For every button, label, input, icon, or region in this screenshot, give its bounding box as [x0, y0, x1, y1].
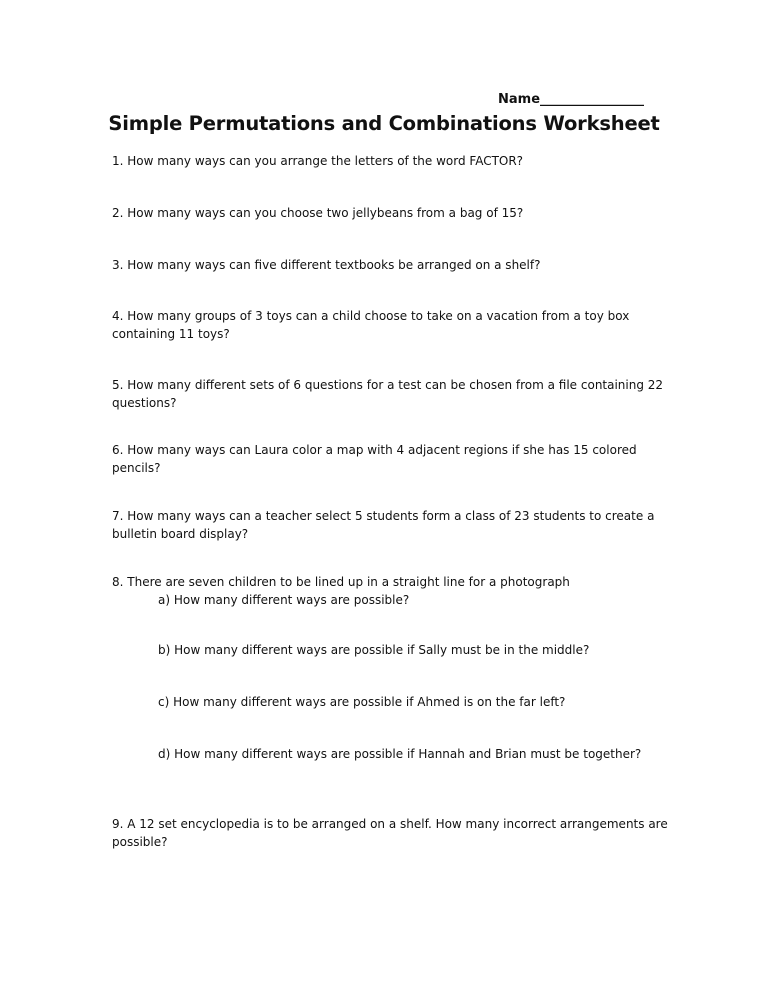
question-4-line-2: containing 11 toys?	[112, 327, 230, 341]
question-5-line-1: 5. How many different sets of 6 questions for a test can be chosen from a file containing 22	[112, 378, 664, 392]
question-7-line-2: bulletin board display?	[112, 527, 249, 541]
question-8d: d) How many different ways are possible if Hannah and Brian must be together?	[158, 747, 642, 761]
question-7-line-1: 7. How many ways can a teacher select 5 students form a class of 23 students to create a	[112, 509, 655, 523]
question-7	[112, 507, 655, 543]
question-5	[112, 376, 664, 412]
page-title: Simple Permutations and Combinations Worksheet	[108, 112, 660, 135]
question-6	[112, 441, 652, 477]
question-6-line-1: 6. How many ways can Laura color a map with 4 adjacent regions if she has 15 colored	[112, 443, 637, 457]
question-5-line-2: questions?	[112, 396, 177, 410]
question-9	[112, 815, 668, 851]
question-1: 1. How many ways can you arrange the letters of the word FACTOR?	[112, 154, 524, 168]
question-8a: a) How many different ways are possible?	[158, 593, 410, 607]
question-4	[112, 307, 652, 343]
question-9-line-2: possible?	[112, 835, 168, 849]
name-field-label: Name________________	[498, 92, 645, 107]
question-3: 3. How many ways can five different textbooks be arranged on a shelf?	[112, 258, 541, 272]
question-6-line-2: pencils?	[112, 461, 161, 475]
question-2: 2. How many ways can you choose two jellybeans from a bag of 15?	[112, 206, 524, 220]
question-8: 8. There are seven children to be lined up in a straight line for a photograph	[112, 575, 570, 589]
question-8b: b) How many different ways are possible if Sally must be in the middle?	[158, 643, 590, 657]
question-8c: c) How many different ways are possible if Ahmed is on the far left?	[158, 695, 566, 709]
question-9-line-1: 9. A 12 set encyclopedia is to be arranged on a shelf. How many incorrect arrangements are	[112, 817, 668, 831]
question-4-line-1: 4. How many groups of 3 toys can a child choose to take on a vacation from a toy box	[112, 309, 630, 323]
